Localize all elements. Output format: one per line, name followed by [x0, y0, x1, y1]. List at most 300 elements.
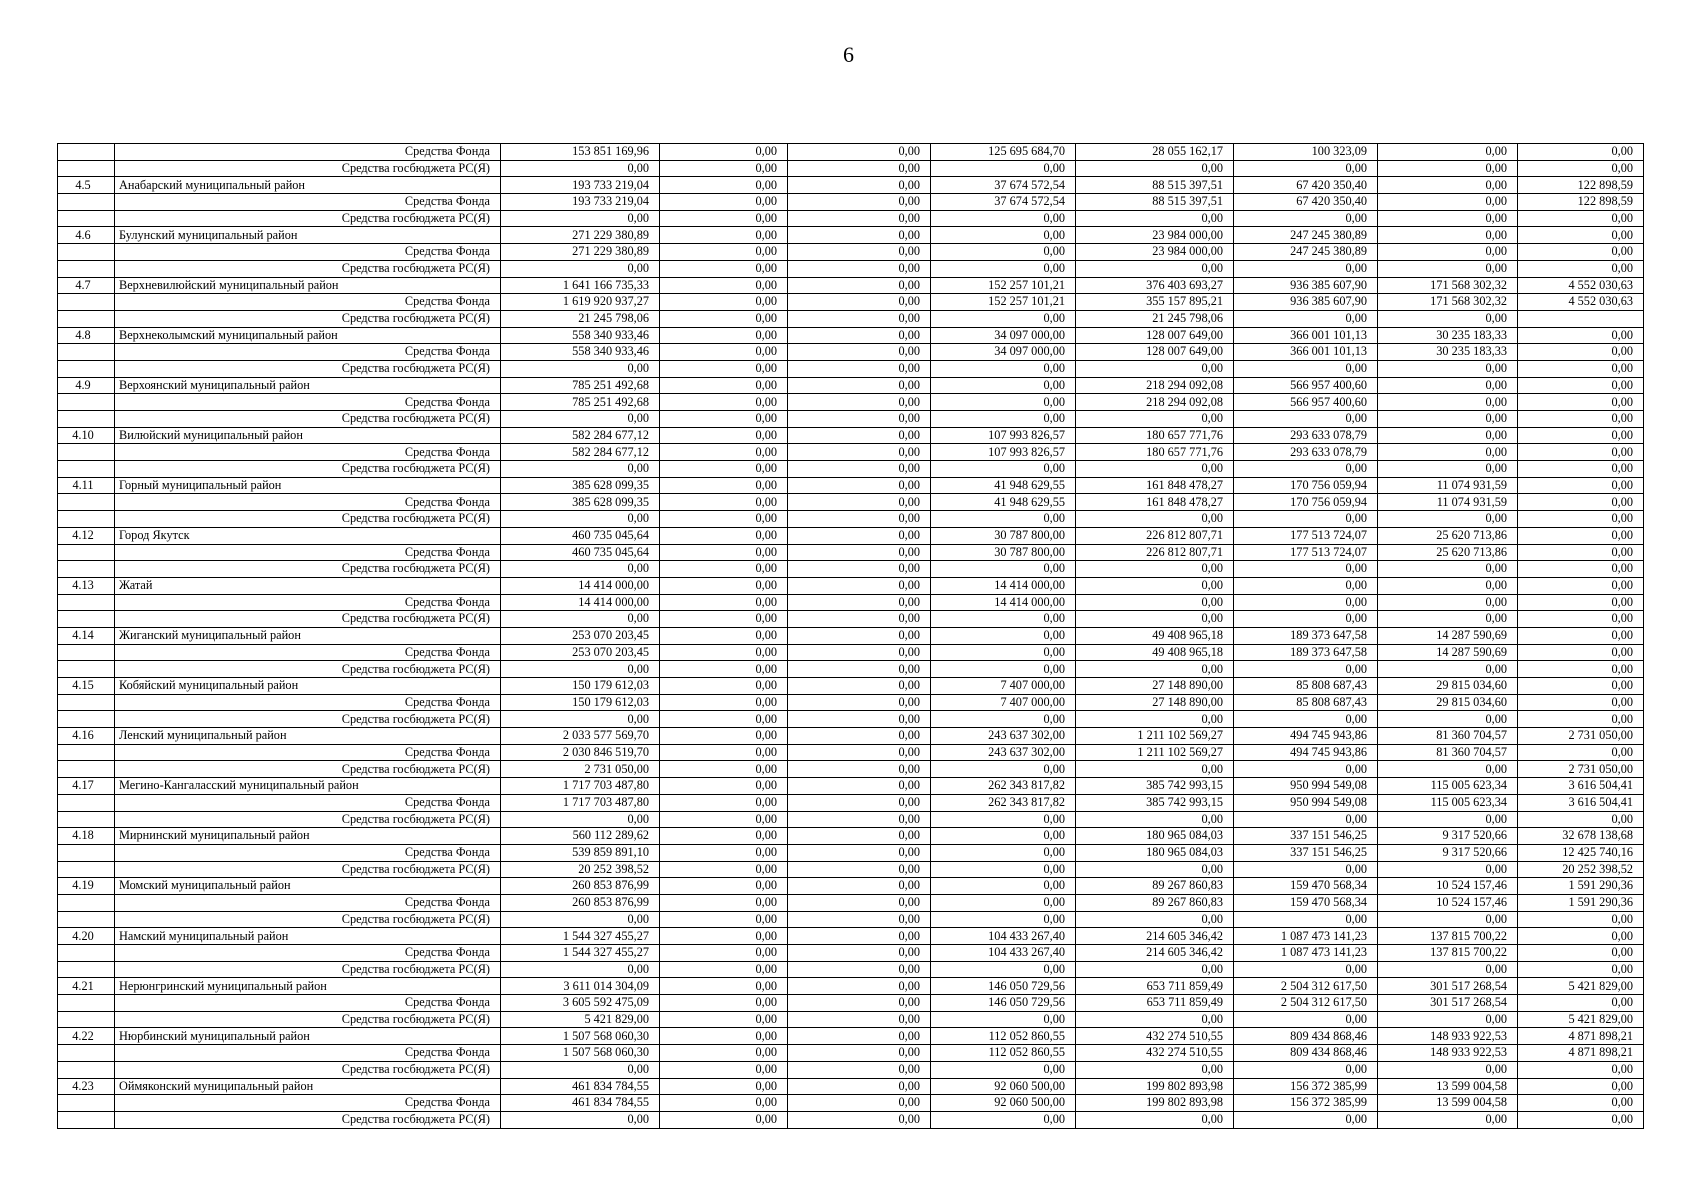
- amount-cell-col-4: 107 993 826,57: [931, 427, 1076, 444]
- amount-cell-col-2: 0,00: [660, 344, 788, 361]
- amount-cell-col-1: 0,00: [501, 260, 660, 277]
- district-name-cell: Момский муниципальный район: [115, 878, 501, 895]
- table-row: [58, 894, 1644, 911]
- amount-cell-col-5: 28 055 162,17: [1076, 144, 1234, 161]
- row-number-cell: [58, 661, 115, 678]
- amount-cell-col-5: 355 157 895,21: [1076, 294, 1234, 311]
- amount-cell-col-8: 0,00: [1518, 961, 1644, 978]
- amount-cell-col-4: 7 407 000,00: [931, 678, 1076, 695]
- amount-cell-col-7: 0,00: [1378, 461, 1518, 478]
- amount-cell-col-1: 0,00: [501, 360, 660, 377]
- amount-cell-col-6: 170 756 059,94: [1234, 477, 1378, 494]
- amount-cell-col-2: 0,00: [660, 144, 788, 161]
- amount-cell-col-2: 0,00: [660, 561, 788, 578]
- amount-cell-col-5: 0,00: [1076, 210, 1234, 227]
- amount-cell-col-7: 0,00: [1378, 811, 1518, 828]
- funding-source-cell: Средства госбюджета РС(Я): [115, 811, 501, 828]
- table-row: [58, 260, 1644, 277]
- amount-cell-col-4: 125 695 684,70: [931, 144, 1076, 161]
- funding-source-cell: Средства Фонда: [115, 945, 501, 962]
- row-number-cell: [58, 494, 115, 511]
- amount-cell-col-6: 293 633 078,79: [1234, 427, 1378, 444]
- amount-cell-col-4: 30 787 800,00: [931, 527, 1076, 544]
- amount-cell-col-4: 146 050 729,56: [931, 978, 1076, 995]
- funding-source-cell: Средства Фонда: [115, 644, 501, 661]
- amount-cell-col-4: 0,00: [931, 711, 1076, 728]
- amount-cell-col-2: 0,00: [660, 711, 788, 728]
- amount-cell-col-5: 653 711 859,49: [1076, 978, 1234, 995]
- row-number-cell: 4.14: [58, 627, 115, 644]
- funding-source-cell: Средства Фонда: [115, 1045, 501, 1062]
- amount-cell-col-6: 0,00: [1234, 210, 1378, 227]
- table-row: [58, 477, 1644, 494]
- table-row: [58, 878, 1644, 895]
- amount-cell-col-2: 0,00: [660, 427, 788, 444]
- row-number-cell: 4.7: [58, 277, 115, 294]
- funding-source-cell: Средства госбюджета РС(Я): [115, 160, 501, 177]
- row-number-cell: 4.19: [58, 878, 115, 895]
- row-number-cell: [58, 1061, 115, 1078]
- amount-cell-col-8: 0,00: [1518, 1095, 1644, 1112]
- amount-cell-col-5: 49 408 965,18: [1076, 627, 1234, 644]
- row-number-cell: [58, 294, 115, 311]
- funding-source-cell: Средства Фонда: [115, 844, 501, 861]
- amount-cell-col-5: 0,00: [1076, 461, 1234, 478]
- table-row: [58, 444, 1644, 461]
- amount-cell-col-4: 0,00: [931, 911, 1076, 928]
- amount-cell-col-7: 0,00: [1378, 427, 1518, 444]
- amount-cell-col-4: 243 637 302,00: [931, 728, 1076, 745]
- amount-cell-col-5: 226 812 807,71: [1076, 544, 1234, 561]
- amount-cell-col-8: 4 552 030,63: [1518, 277, 1644, 294]
- amount-cell-col-3: 0,00: [788, 761, 931, 778]
- district-name-cell: Верхоянский муниципальный район: [115, 377, 501, 394]
- amount-cell-col-6: 170 756 059,94: [1234, 494, 1378, 511]
- amount-cell-col-6: 0,00: [1234, 561, 1378, 578]
- amount-cell-col-2: 0,00: [660, 661, 788, 678]
- table-row: [58, 1011, 1644, 1028]
- amount-cell-col-2: 0,00: [660, 1078, 788, 1095]
- amount-cell-col-1: 14 414 000,00: [501, 594, 660, 611]
- row-number-cell: [58, 611, 115, 628]
- amount-cell-col-8: 0,00: [1518, 511, 1644, 528]
- amount-cell-col-2: 0,00: [660, 911, 788, 928]
- funding-source-cell: Средства госбюджета РС(Я): [115, 210, 501, 227]
- amount-cell-col-6: 67 420 350,40: [1234, 194, 1378, 211]
- amount-cell-col-1: 14 414 000,00: [501, 577, 660, 594]
- amount-cell-col-8: 2 731 050,00: [1518, 728, 1644, 745]
- table-row: [58, 294, 1644, 311]
- row-number-cell: 4.20: [58, 928, 115, 945]
- amount-cell-col-6: 809 434 868,46: [1234, 1028, 1378, 1045]
- amount-cell-col-3: 0,00: [788, 344, 931, 361]
- table-row: [58, 210, 1644, 227]
- amount-cell-col-8: 5 421 829,00: [1518, 978, 1644, 995]
- amount-cell-col-1: 0,00: [501, 811, 660, 828]
- amount-cell-col-5: 180 657 771,76: [1076, 427, 1234, 444]
- table-row: [58, 794, 1644, 811]
- table-row: [58, 961, 1644, 978]
- amount-cell-col-2: 0,00: [660, 294, 788, 311]
- table-row: [58, 427, 1644, 444]
- table-row: [58, 911, 1644, 928]
- amount-cell-col-5: 0,00: [1076, 1061, 1234, 1078]
- amount-cell-col-2: 0,00: [660, 360, 788, 377]
- funding-source-cell: Средства Фонда: [115, 294, 501, 311]
- amount-cell-col-5: 0,00: [1076, 1111, 1234, 1128]
- amount-cell-col-1: 260 853 876,99: [501, 894, 660, 911]
- amount-cell-col-8: 0,00: [1518, 1111, 1644, 1128]
- amount-cell-col-4: 0,00: [931, 861, 1076, 878]
- amount-cell-col-3: 0,00: [788, 210, 931, 227]
- amount-cell-col-4: 7 407 000,00: [931, 694, 1076, 711]
- amount-cell-col-2: 0,00: [660, 1028, 788, 1045]
- amount-cell-col-7: 0,00: [1378, 210, 1518, 227]
- amount-cell-col-3: 0,00: [788, 678, 931, 695]
- amount-cell-col-3: 0,00: [788, 144, 931, 161]
- row-number-cell: [58, 360, 115, 377]
- amount-cell-col-8: 0,00: [1518, 1061, 1644, 1078]
- amount-cell-col-8: 0,00: [1518, 544, 1644, 561]
- amount-cell-col-3: 0,00: [788, 1111, 931, 1128]
- amount-cell-col-5: 23 984 000,00: [1076, 227, 1234, 244]
- funding-source-cell: Средства госбюджета РС(Я): [115, 1061, 501, 1078]
- amount-cell-col-3: 0,00: [788, 544, 931, 561]
- funding-source-cell: Средства Фонда: [115, 394, 501, 411]
- amount-cell-col-4: 41 948 629,55: [931, 494, 1076, 511]
- amount-cell-col-3: 0,00: [788, 1095, 931, 1112]
- row-number-cell: [58, 1111, 115, 1128]
- amount-cell-col-6: 0,00: [1234, 310, 1378, 327]
- amount-cell-col-4: 92 060 500,00: [931, 1078, 1076, 1095]
- amount-cell-col-7: 10 524 157,46: [1378, 878, 1518, 895]
- amount-cell-col-6: 189 373 647,58: [1234, 644, 1378, 661]
- amount-cell-col-3: 0,00: [788, 694, 931, 711]
- amount-cell-col-7: 0,00: [1378, 761, 1518, 778]
- amount-cell-col-6: 494 745 943,86: [1234, 744, 1378, 761]
- amount-cell-col-4: 0,00: [931, 644, 1076, 661]
- amount-cell-col-6: 177 513 724,07: [1234, 527, 1378, 544]
- table-row: [58, 861, 1644, 878]
- amount-cell-col-4: 0,00: [931, 227, 1076, 244]
- row-number-cell: [58, 544, 115, 561]
- amount-cell-col-2: 0,00: [660, 210, 788, 227]
- amount-cell-col-2: 0,00: [660, 761, 788, 778]
- amount-cell-col-6: 0,00: [1234, 260, 1378, 277]
- table-row: [58, 1111, 1644, 1128]
- amount-cell-col-3: 0,00: [788, 494, 931, 511]
- amount-cell-col-1: 271 229 380,89: [501, 244, 660, 261]
- amount-cell-col-1: 785 251 492,68: [501, 394, 660, 411]
- table-row: [58, 527, 1644, 544]
- amount-cell-col-4: 0,00: [931, 511, 1076, 528]
- row-number-cell: [58, 794, 115, 811]
- amount-cell-col-4: 0,00: [931, 1061, 1076, 1078]
- amount-cell-col-7: 9 317 520,66: [1378, 844, 1518, 861]
- amount-cell-col-1: 582 284 677,12: [501, 427, 660, 444]
- amount-cell-col-5: 0,00: [1076, 1011, 1234, 1028]
- amount-cell-col-7: 0,00: [1378, 444, 1518, 461]
- amount-cell-col-8: 0,00: [1518, 744, 1644, 761]
- amount-cell-col-8: 0,00: [1518, 627, 1644, 644]
- table-row: [58, 945, 1644, 962]
- amount-cell-col-2: 0,00: [660, 227, 788, 244]
- amount-cell-col-7: 29 815 034,60: [1378, 694, 1518, 711]
- amount-cell-col-7: 148 933 922,53: [1378, 1045, 1518, 1062]
- amount-cell-col-4: 0,00: [931, 627, 1076, 644]
- table-row: [58, 177, 1644, 194]
- amount-cell-col-6: 366 001 101,13: [1234, 344, 1378, 361]
- amount-cell-col-8: 1 591 290,36: [1518, 894, 1644, 911]
- amount-cell-col-4: 0,00: [931, 394, 1076, 411]
- amount-cell-col-4: 112 052 860,55: [931, 1028, 1076, 1045]
- amount-cell-col-8: 0,00: [1518, 344, 1644, 361]
- table-row: [58, 144, 1644, 161]
- amount-cell-col-7: 0,00: [1378, 310, 1518, 327]
- row-number-cell: 4.11: [58, 477, 115, 494]
- amount-cell-col-2: 0,00: [660, 327, 788, 344]
- table-row: [58, 327, 1644, 344]
- amount-cell-col-5: 27 148 890,00: [1076, 694, 1234, 711]
- district-name-cell: Нерюнгринский муниципальный район: [115, 978, 501, 995]
- row-number-cell: 4.6: [58, 227, 115, 244]
- amount-cell-col-2: 0,00: [660, 194, 788, 211]
- amount-cell-col-1: 1 507 568 060,30: [501, 1028, 660, 1045]
- amount-cell-col-5: 161 848 478,27: [1076, 494, 1234, 511]
- amount-cell-col-1: 385 628 099,35: [501, 477, 660, 494]
- amount-cell-col-1: 5 421 829,00: [501, 1011, 660, 1028]
- amount-cell-col-2: 0,00: [660, 477, 788, 494]
- amount-cell-col-8: 0,00: [1518, 711, 1644, 728]
- table-row: [58, 544, 1644, 561]
- amount-cell-col-8: 0,00: [1518, 911, 1644, 928]
- amount-cell-col-4: 0,00: [931, 761, 1076, 778]
- amount-cell-col-7: 148 933 922,53: [1378, 1028, 1518, 1045]
- amount-cell-col-3: 0,00: [788, 244, 931, 261]
- table-row: [58, 1028, 1644, 1045]
- amount-cell-col-5: 0,00: [1076, 594, 1234, 611]
- table-row: [58, 694, 1644, 711]
- amount-cell-col-7: 301 517 268,54: [1378, 978, 1518, 995]
- amount-cell-col-8: 122 898,59: [1518, 177, 1644, 194]
- table-row: [58, 461, 1644, 478]
- amount-cell-col-2: 0,00: [660, 894, 788, 911]
- amount-cell-col-7: 0,00: [1378, 411, 1518, 428]
- amount-cell-col-6: 247 245 380,89: [1234, 227, 1378, 244]
- funding-source-cell: Средства Фонда: [115, 894, 501, 911]
- amount-cell-col-8: 1 591 290,36: [1518, 878, 1644, 895]
- row-number-cell: [58, 394, 115, 411]
- row-number-cell: [58, 744, 115, 761]
- amount-cell-col-7: 171 568 302,32: [1378, 294, 1518, 311]
- row-number-cell: 4.13: [58, 577, 115, 594]
- amount-cell-col-3: 0,00: [788, 444, 931, 461]
- amount-cell-col-8: 3 616 504,41: [1518, 794, 1644, 811]
- funding-source-cell: Средства госбюджета РС(Я): [115, 461, 501, 478]
- row-number-cell: [58, 711, 115, 728]
- amount-cell-col-1: 253 070 203,45: [501, 627, 660, 644]
- table-row: [58, 828, 1644, 845]
- amount-cell-col-2: 0,00: [660, 244, 788, 261]
- amount-cell-col-5: 0,00: [1076, 711, 1234, 728]
- amount-cell-col-3: 0,00: [788, 360, 931, 377]
- amount-cell-col-2: 0,00: [660, 260, 788, 277]
- funding-source-cell: Средства Фонда: [115, 344, 501, 361]
- table-row: [58, 744, 1644, 761]
- amount-cell-col-6: 1 087 473 141,23: [1234, 945, 1378, 962]
- amount-cell-col-7: 14 287 590,69: [1378, 627, 1518, 644]
- amount-cell-col-4: 0,00: [931, 360, 1076, 377]
- amount-cell-col-3: 0,00: [788, 1061, 931, 1078]
- amount-cell-col-5: 27 148 890,00: [1076, 678, 1234, 695]
- table-row: [58, 394, 1644, 411]
- amount-cell-col-8: 122 898,59: [1518, 194, 1644, 211]
- amount-cell-col-5: 0,00: [1076, 661, 1234, 678]
- amount-cell-col-2: 0,00: [660, 277, 788, 294]
- amount-cell-col-3: 0,00: [788, 828, 931, 845]
- table-row: [58, 310, 1644, 327]
- amount-cell-col-2: 0,00: [660, 961, 788, 978]
- amount-cell-col-4: 0,00: [931, 411, 1076, 428]
- district-name-cell: Нюрбинский муниципальный район: [115, 1028, 501, 1045]
- amount-cell-col-4: 0,00: [931, 461, 1076, 478]
- budget-table: [57, 143, 1644, 1129]
- amount-cell-col-1: 0,00: [501, 961, 660, 978]
- district-name-cell: Верхневилюйский муниципальный район: [115, 277, 501, 294]
- table-row: [58, 277, 1644, 294]
- table-row: [58, 761, 1644, 778]
- amount-cell-col-6: 337 151 546,25: [1234, 844, 1378, 861]
- amount-cell-col-5: 385 742 993,15: [1076, 778, 1234, 795]
- row-number-cell: [58, 1095, 115, 1112]
- amount-cell-col-1: 271 229 380,89: [501, 227, 660, 244]
- amount-cell-col-5: 432 274 510,55: [1076, 1045, 1234, 1062]
- amount-cell-col-1: 0,00: [501, 1061, 660, 1078]
- amount-cell-col-6: 0,00: [1234, 411, 1378, 428]
- amount-cell-col-6: 85 808 687,43: [1234, 694, 1378, 711]
- amount-cell-col-3: 0,00: [788, 160, 931, 177]
- amount-cell-col-1: 1 619 920 937,27: [501, 294, 660, 311]
- amount-cell-col-2: 0,00: [660, 811, 788, 828]
- amount-cell-col-6: 0,00: [1234, 1061, 1378, 1078]
- amount-cell-col-2: 0,00: [660, 160, 788, 177]
- amount-cell-col-4: 0,00: [931, 1111, 1076, 1128]
- table-body: [58, 144, 1644, 1129]
- amount-cell-col-8: 0,00: [1518, 945, 1644, 962]
- funding-source-cell: Средства госбюджета РС(Я): [115, 761, 501, 778]
- table-row: [58, 627, 1644, 644]
- amount-cell-col-3: 0,00: [788, 811, 931, 828]
- amount-cell-col-2: 0,00: [660, 527, 788, 544]
- amount-cell-col-5: 128 007 649,00: [1076, 327, 1234, 344]
- amount-cell-col-4: 0,00: [931, 828, 1076, 845]
- amount-cell-col-5: 0,00: [1076, 761, 1234, 778]
- amount-cell-col-1: 150 179 612,03: [501, 694, 660, 711]
- amount-cell-col-2: 0,00: [660, 377, 788, 394]
- amount-cell-col-7: 0,00: [1378, 227, 1518, 244]
- amount-cell-col-8: 0,00: [1518, 694, 1644, 711]
- row-number-cell: 4.15: [58, 678, 115, 695]
- amount-cell-col-6: 247 245 380,89: [1234, 244, 1378, 261]
- amount-cell-col-4: 104 433 267,40: [931, 945, 1076, 962]
- amount-cell-col-5: 376 403 693,27: [1076, 277, 1234, 294]
- amount-cell-col-1: 1 641 166 735,33: [501, 277, 660, 294]
- amount-cell-col-3: 0,00: [788, 561, 931, 578]
- amount-cell-col-1: 785 251 492,68: [501, 377, 660, 394]
- amount-cell-col-3: 0,00: [788, 194, 931, 211]
- amount-cell-col-5: 1 211 102 569,27: [1076, 728, 1234, 745]
- amount-cell-col-4: 152 257 101,21: [931, 277, 1076, 294]
- amount-cell-col-5: 226 812 807,71: [1076, 527, 1234, 544]
- amount-cell-col-2: 0,00: [660, 878, 788, 895]
- amount-cell-col-8: 2 731 050,00: [1518, 761, 1644, 778]
- row-number-cell: [58, 310, 115, 327]
- funding-source-cell: Средства госбюджета РС(Я): [115, 360, 501, 377]
- amount-cell-col-7: 0,00: [1378, 594, 1518, 611]
- amount-cell-col-6: 566 957 400,60: [1234, 394, 1378, 411]
- amount-cell-col-1: 582 284 677,12: [501, 444, 660, 461]
- amount-cell-col-3: 0,00: [788, 844, 931, 861]
- row-number-cell: [58, 144, 115, 161]
- amount-cell-col-7: 0,00: [1378, 194, 1518, 211]
- amount-cell-col-6: 366 001 101,13: [1234, 327, 1378, 344]
- row-number-cell: [58, 844, 115, 861]
- amount-cell-col-1: 260 853 876,99: [501, 878, 660, 895]
- amount-cell-col-7: 0,00: [1378, 360, 1518, 377]
- amount-cell-col-1: 0,00: [501, 1111, 660, 1128]
- amount-cell-col-4: 112 052 860,55: [931, 1045, 1076, 1062]
- amount-cell-col-4: 14 414 000,00: [931, 594, 1076, 611]
- amount-cell-col-8: 0,00: [1518, 227, 1644, 244]
- amount-cell-col-1: 2 033 577 569,70: [501, 728, 660, 745]
- table-row: [58, 928, 1644, 945]
- amount-cell-col-7: 0,00: [1378, 1111, 1518, 1128]
- amount-cell-col-5: 432 274 510,55: [1076, 1028, 1234, 1045]
- amount-cell-col-1: 0,00: [501, 511, 660, 528]
- amount-cell-col-3: 0,00: [788, 227, 931, 244]
- amount-cell-col-2: 0,00: [660, 1111, 788, 1128]
- amount-cell-col-8: 0,00: [1518, 577, 1644, 594]
- amount-cell-col-3: 0,00: [788, 995, 931, 1012]
- amount-cell-col-1: 1 507 568 060,30: [501, 1045, 660, 1062]
- amount-cell-col-7: 0,00: [1378, 177, 1518, 194]
- amount-cell-col-5: 1 211 102 569,27: [1076, 744, 1234, 761]
- amount-cell-col-2: 0,00: [660, 1095, 788, 1112]
- row-number-cell: [58, 995, 115, 1012]
- amount-cell-col-5: 161 848 478,27: [1076, 477, 1234, 494]
- amount-cell-col-3: 0,00: [788, 527, 931, 544]
- amount-cell-col-2: 0,00: [660, 778, 788, 795]
- amount-cell-col-6: 566 957 400,60: [1234, 377, 1378, 394]
- amount-cell-col-1: 0,00: [501, 461, 660, 478]
- amount-cell-col-6: 0,00: [1234, 1011, 1378, 1028]
- amount-cell-col-7: 11 074 931,59: [1378, 494, 1518, 511]
- amount-cell-col-7: 0,00: [1378, 661, 1518, 678]
- amount-cell-col-5: 21 245 798,06: [1076, 310, 1234, 327]
- amount-cell-col-8: 0,00: [1518, 377, 1644, 394]
- amount-cell-col-8: 5 421 829,00: [1518, 1011, 1644, 1028]
- amount-cell-col-7: 30 235 183,33: [1378, 327, 1518, 344]
- amount-cell-col-1: 460 735 045,64: [501, 544, 660, 561]
- district-name-cell: Оймяконский муниципальный район: [115, 1078, 501, 1095]
- amount-cell-col-5: 653 711 859,49: [1076, 995, 1234, 1012]
- amount-cell-col-8: 0,00: [1518, 811, 1644, 828]
- amount-cell-col-2: 0,00: [660, 394, 788, 411]
- amount-cell-col-5: 0,00: [1076, 961, 1234, 978]
- funding-source-cell: Средства госбюджета РС(Я): [115, 310, 501, 327]
- amount-cell-col-6: 0,00: [1234, 461, 1378, 478]
- amount-cell-col-3: 0,00: [788, 778, 931, 795]
